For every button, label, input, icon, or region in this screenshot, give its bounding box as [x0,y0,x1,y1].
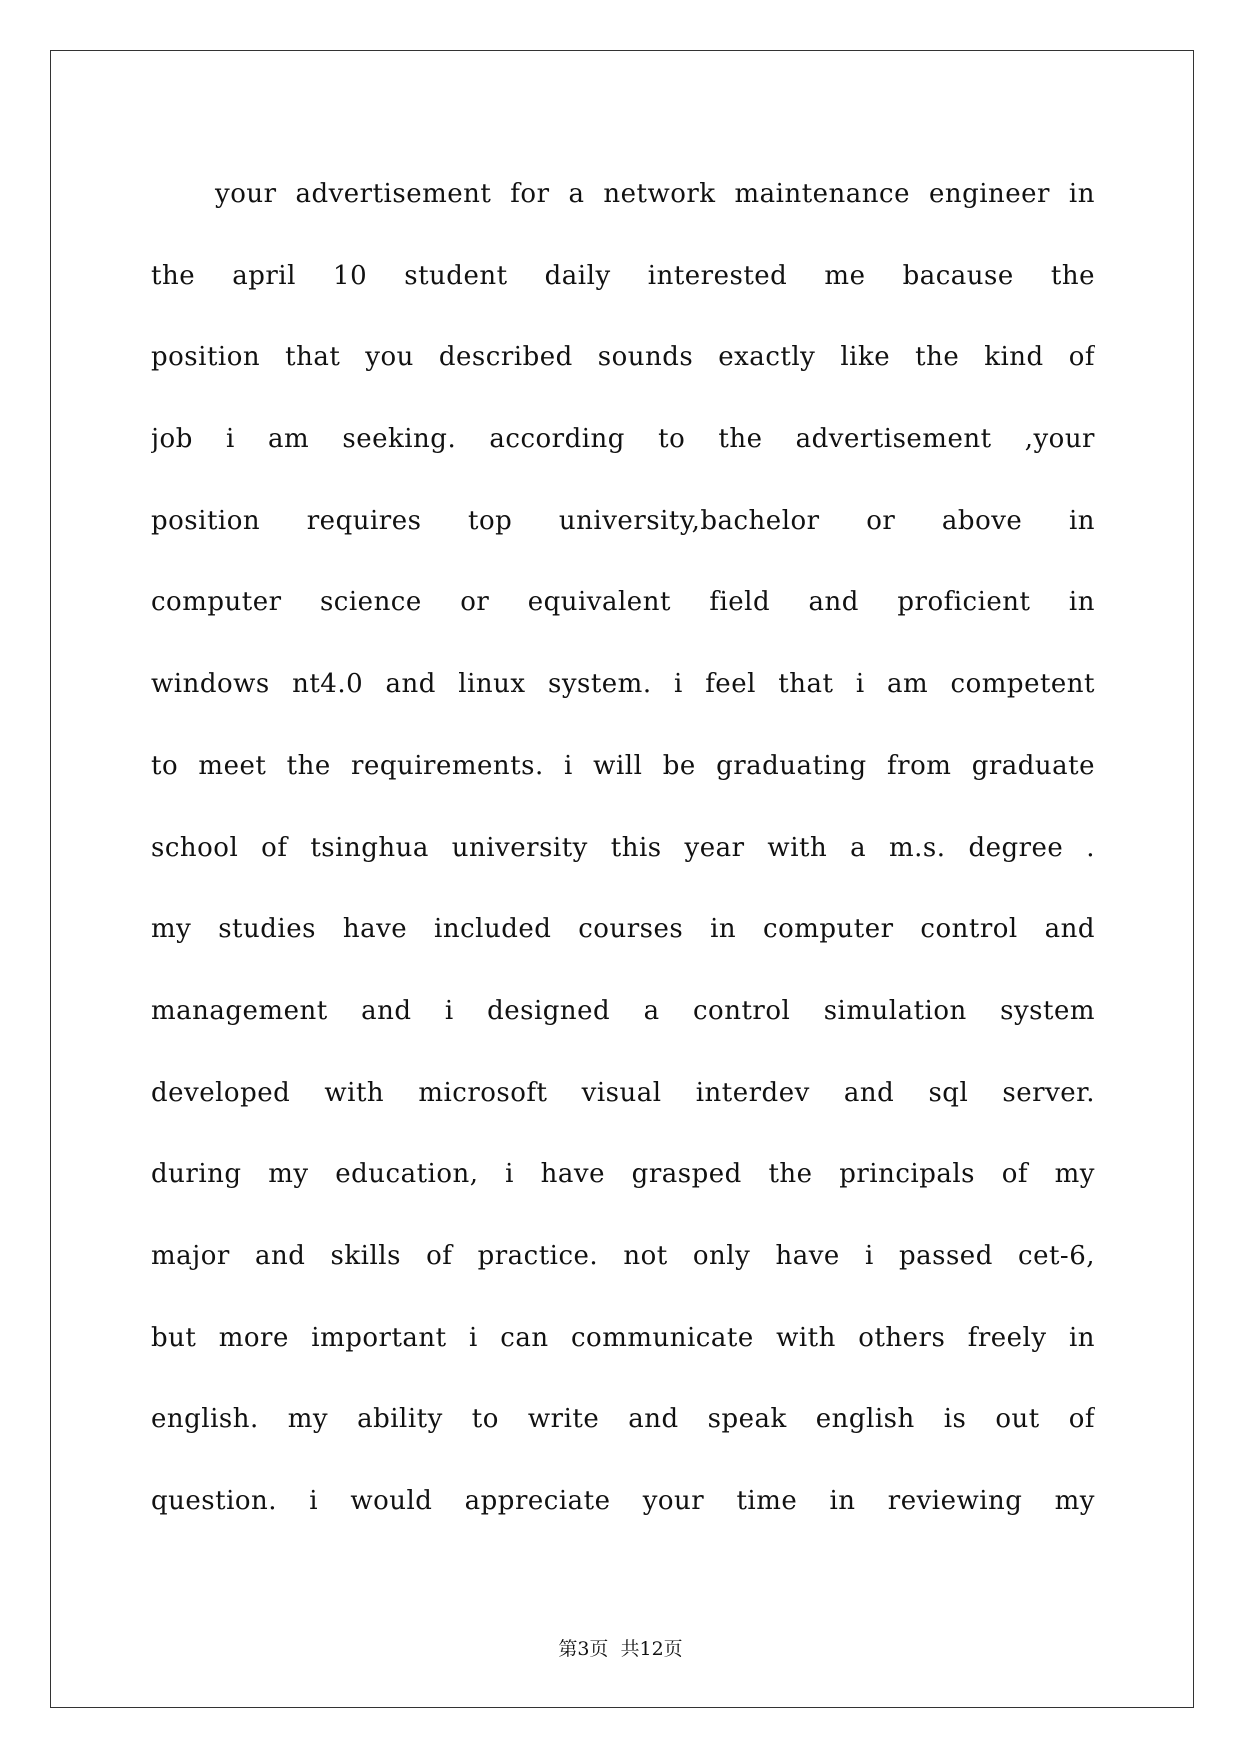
text-line: my studies have included courses in computer control and [151,914,1095,945]
text-line: to meet the requirements. i will be graduating from graduate [151,750,1095,781]
text-line: management and i designed a control simulation system [151,995,1095,1026]
text-line: job i am seeking. according to the advertisement ,your [151,424,1095,455]
text-line: but more important i can communicate with others freely in [151,1322,1095,1353]
document-body [151,168,1095,1557]
text-line: major and skills of practice. not only have i passed cet-6, [151,1240,1095,1271]
text-line: windows nt4.0 and linux system. i feel that i am competent [151,669,1095,700]
text-line: during my education, i have grasped the principals of my [151,1159,1095,1190]
text-line: position that you described sounds exactly like the kind of [151,342,1095,373]
page-number-label: 第3页 共12页 [558,1638,683,1660]
text-line: the april 10 student daily interested me bacause the [151,260,1095,291]
text-line: computer science or equivalent field and proficient in [151,587,1095,618]
text-line: question. i would appreciate your time in reviewing my [151,1486,1095,1516]
text-line: english. my ability to write and speak english is out of [151,1404,1095,1435]
text-line: school of tsinghua university this year with a m.s. degree . [151,832,1095,863]
text-line: developed with microsoft visual interdev and sql server. [151,1077,1095,1108]
text-line: position requires top university,bachelor or above in [151,505,1095,536]
text-line: your advertisement for a network maintenance engineer in [215,179,1095,209]
page-number-footer [0,1634,1241,1661]
